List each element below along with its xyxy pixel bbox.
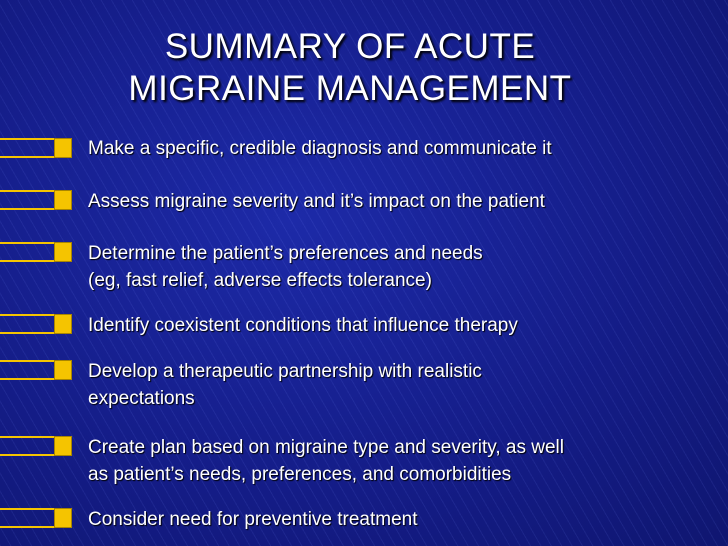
bullet-text-line: Assess migraine severity and it’s impact on the patient	[88, 191, 545, 212]
bullet-text-line: Develop a therapeutic partnership with realistic	[88, 361, 482, 382]
bullet-marker-icon	[0, 508, 76, 530]
slide-title-line-1: SUMMARY OF ACUTE	[164, 27, 536, 66]
bullet-text	[88, 434, 708, 488]
slide-title-line-2: MIGRAINE MANAGEMENT	[128, 69, 572, 108]
bullet-text-line: Determine the patient’s preferences and needs	[88, 243, 483, 264]
bullet-marker-icon	[0, 360, 76, 382]
bullet-text	[88, 135, 708, 162]
bullet-text-line: as patient’s needs, preferences, and comorbidities	[88, 464, 512, 485]
bullet-marker-icon	[0, 138, 76, 160]
bullet-text-line: Create plan based on migraine type and severity, as well	[88, 437, 564, 458]
bullet-text-line: expectations	[88, 388, 195, 409]
bullet-text-line: (eg, fast relief, adverse effects tolerance)	[88, 270, 432, 291]
bullet-marker-icon	[0, 242, 76, 264]
bullet-marker-icon	[0, 314, 76, 336]
bullet-marker-icon	[0, 436, 76, 458]
bullet-text	[88, 506, 708, 533]
bullet-text	[88, 188, 708, 215]
bullet-text	[88, 240, 708, 294]
bullet-text	[88, 312, 708, 339]
bullet-text	[88, 358, 708, 412]
bullet-text-line: Identify coexistent conditions that influence therapy	[88, 315, 518, 336]
bullet-text-line: Make a specific, credible diagnosis and communicate it	[88, 138, 552, 159]
bullet-text-line: Consider need for preventive treatment	[88, 509, 418, 530]
slide-title	[60, 26, 640, 110]
bullet-marker-icon	[0, 190, 76, 212]
